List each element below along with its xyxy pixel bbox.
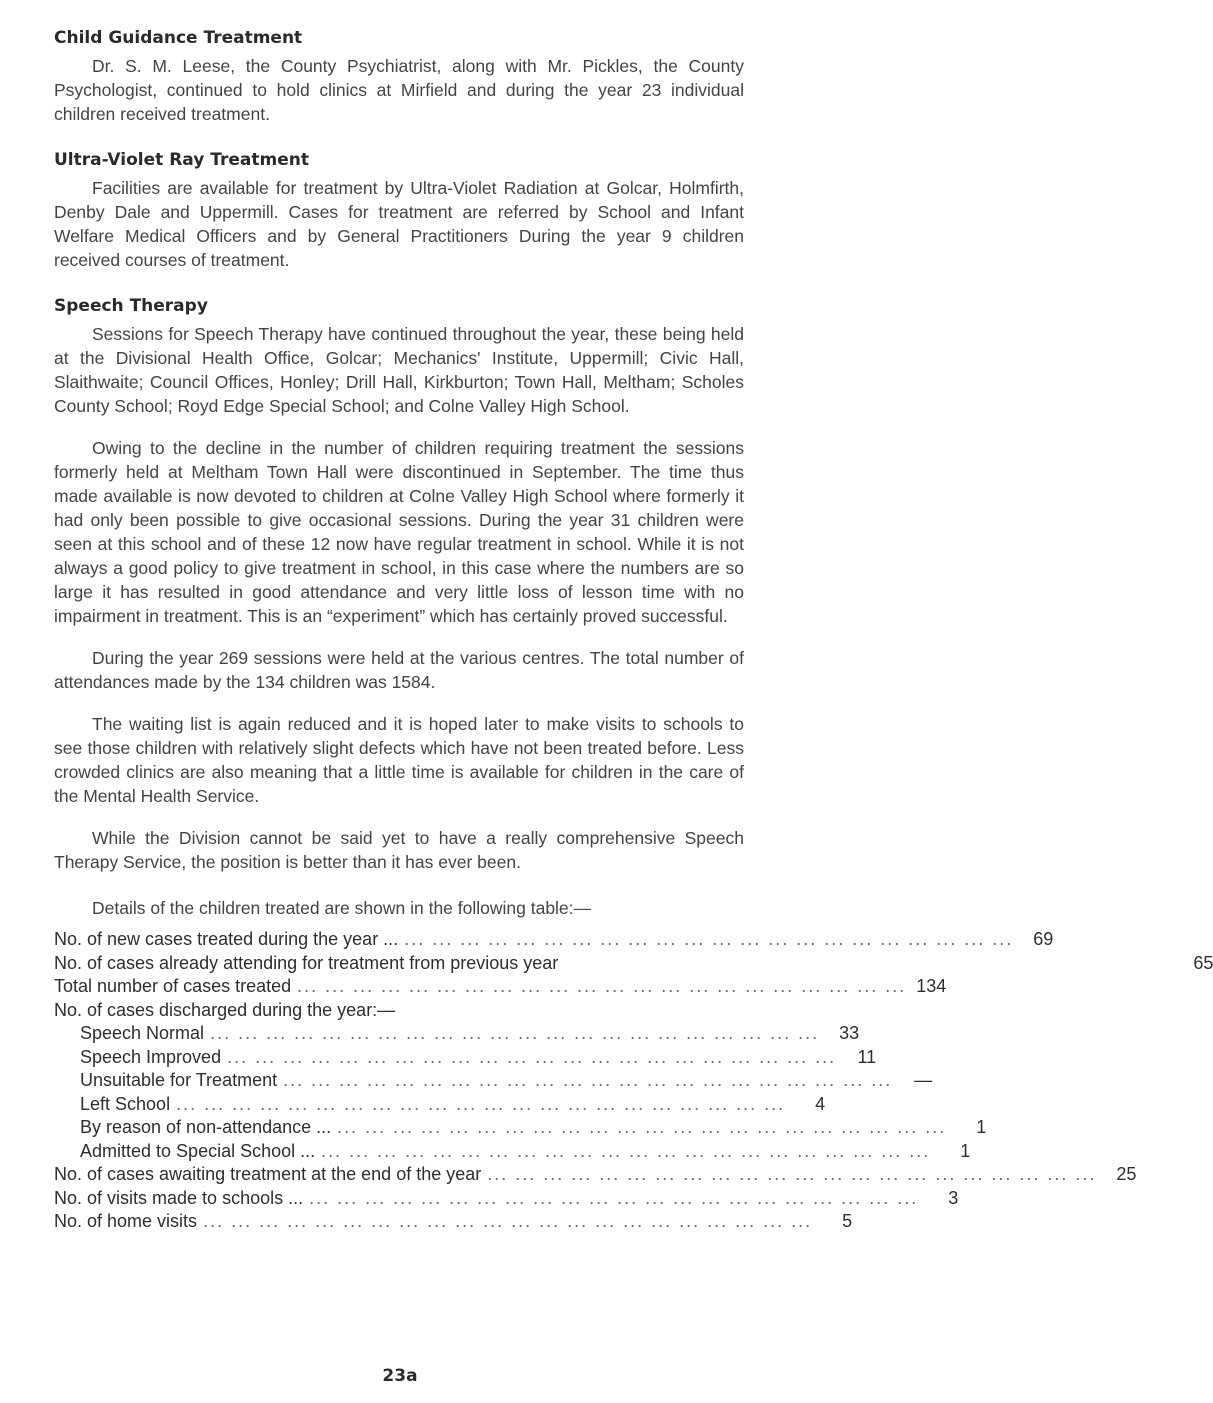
table-row bbox=[54, 928, 1054, 952]
table-row bbox=[54, 952, 1213, 976]
dot-leader: ... ... ... ... ... ... ... ... ... ... ... ... ... ... ... ... ... ... ... ... ... ... bbox=[309, 1187, 919, 1208]
row-value: 25 bbox=[1116, 1164, 1137, 1184]
row-label: Speech Improved bbox=[80, 1046, 222, 1067]
row-label: Left School bbox=[80, 1093, 171, 1114]
details-table bbox=[54, 928, 1213, 1234]
row-label: No. of home visits bbox=[54, 1211, 198, 1231]
row-value: 4 bbox=[815, 1093, 826, 1114]
table-row bbox=[54, 999, 744, 1023]
row-value: 69 bbox=[1033, 929, 1054, 949]
table-row bbox=[54, 1116, 987, 1140]
dot-leader: ... ... ... ... ... ... ... ... ... ... ... ... ... ... ... ... ... ... ... ... ... ... bbox=[203, 1211, 813, 1231]
dot-leader: ... ... ... ... ... ... ... ... ... ... ... ... ... ... ... ... ... ... ... ... ... ... bbox=[297, 976, 907, 996]
dot-leader: ... ... ... ... ... ... ... ... ... ... ... ... ... ... ... ... ... ... ... ... ... ... bbox=[227, 1046, 837, 1067]
page-number: 23a bbox=[382, 1366, 418, 1386]
row-value: 3 bbox=[948, 1187, 959, 1208]
dot-leader: ... ... ... ... ... ... ... ... ... ... ... ... ... ... ... ... ... ... ... ... ... ... bbox=[321, 1140, 931, 1161]
dot-leader: ... ... ... ... ... ... ... ... ... ... ... ... ... ... ... ... ... ... ... ... ... ... bbox=[404, 929, 1014, 949]
row-label: No. of cases awaiting treatment at the end of the year bbox=[54, 1164, 482, 1184]
row-label: Speech Normal bbox=[80, 1023, 205, 1043]
paragraph: Sessions for Speech Therapy have continued throughout the year, these being held at the Divisional Health Office, Golcar; Mechanics' Institute, Uppermill; Civic Hall, Slaithwaite; Council Offices, Honley; Drill Hall, Kirkburton; Town Hall, Meltham; Scholes County School; Royd Edge Special School; and Colne Valley High School. bbox=[54, 324, 744, 416]
row-value: — bbox=[914, 1070, 933, 1090]
table-row bbox=[54, 1046, 877, 1070]
row-label: By reason of non-attendance ... bbox=[80, 1117, 332, 1137]
row-label: No. of visits made to schools ... bbox=[54, 1187, 304, 1208]
dot-leader: ... ... ... ... ... ... ... ... ... ... ... ... ... ... ... ... ... ... ... ... ... ... bbox=[176, 1093, 786, 1114]
section-heading: Speech Therapy bbox=[54, 296, 208, 316]
paragraph: Dr. S. M. Leese, the County Psychiatrist, along with Mr. Pickles, the County Psychologist, continued to hold clinics at Mirfield and during the year 23 individual children received treatment. bbox=[54, 56, 744, 124]
row-label: Total number of cases treated bbox=[54, 976, 292, 996]
paragraph: During the year 269 sessions were held at the various centres. The total number of attendances made by the 134 children was 1584. bbox=[54, 648, 744, 692]
dot-leader: ... ... ... ... ... ... ... ... ... ... ... ... ... ... ... ... ... ... ... ... ... ... bbox=[487, 1164, 1097, 1184]
dot-leader: ... ... ... ... ... ... ... ... ... ... ... ... ... ... ... ... ... ... ... ... ... ... bbox=[210, 1023, 820, 1043]
table-row bbox=[54, 1140, 971, 1164]
section-heading: Ultra-Violet Ray Treatment bbox=[54, 150, 309, 170]
row-value: 11 bbox=[857, 1046, 877, 1067]
table-row bbox=[54, 1093, 826, 1117]
table-row bbox=[54, 1187, 959, 1211]
row-value: 134 bbox=[916, 976, 947, 996]
paragraph: The waiting list is again reduced and it is hoped later to make visits to schools to see those children with relatively slight defects which have not been treated before. Less crowded clinics are also meaning that a little time is available for children in the care of the Mental Health Service. bbox=[54, 714, 744, 806]
section-heading: Child Guidance Treatment bbox=[54, 28, 303, 48]
row-value: 5 bbox=[842, 1211, 853, 1231]
dot-leader: ... ... ... ... ... ... ... ... ... ... ... ... ... ... ... ... ... ... ... ... ... ... bbox=[283, 1070, 893, 1090]
table-row bbox=[54, 1210, 853, 1234]
row-label: Admitted to Special School ... bbox=[80, 1140, 316, 1161]
row-value: 1 bbox=[960, 1140, 971, 1161]
row-value: 65 bbox=[1193, 952, 1213, 973]
ultra-violet-section bbox=[54, 148, 744, 272]
row-label: Unsuitable for Treatment bbox=[80, 1070, 278, 1090]
table-row bbox=[54, 1022, 860, 1046]
table-row bbox=[54, 1163, 1137, 1187]
dot-leader bbox=[558, 952, 1173, 976]
row-label: No. of cases discharged during the year:— bbox=[54, 999, 396, 1020]
speech-therapy-section bbox=[54, 294, 744, 874]
paragraph: While the Division cannot be said yet to have a really comprehensive Speech Therapy Service, the position is better than it has ever been. bbox=[54, 828, 744, 872]
row-label: No. of new cases treated during the year ... bbox=[54, 929, 399, 949]
table-row bbox=[54, 975, 947, 999]
row-label: No. of cases already attending for treatment from previous year bbox=[54, 952, 559, 973]
document-page bbox=[54, 26, 1213, 1234]
table-intro: Details of the children treated are shown in the following table:— bbox=[92, 898, 592, 918]
details-table-section bbox=[54, 896, 1213, 1234]
dot-leader: ... ... ... ... ... ... ... ... ... ... ... ... ... ... ... ... ... ... ... ... ... ... bbox=[337, 1117, 947, 1137]
table-row bbox=[54, 1069, 933, 1093]
paragraph: Facilities are available for treatment by Ultra-Violet Radiation at Golcar, Holmfirth, Denby Dale and Uppermill. Cases for treatment are referred by School and Infant Welfare Medical Officers and by General Practitioners During the year 9 children received courses of treatment. bbox=[54, 178, 744, 270]
row-value: 33 bbox=[839, 1023, 860, 1043]
dot-leader bbox=[395, 999, 1010, 1023]
paragraph: Owing to the decline in the number of children requiring treatment the sessions formerly held at Meltham Town Hall were discontinued in September. The time thus made available is now devoted to children at Colne Valley High School where formerly it had only been possible to give occasional sessions. During the year 31 children were seen at this school and of these 12 now have regular treatment in school. While it is not always a good policy to give treatment in school, in this case where the numbers are so large it has resulted in good attendance and very little loss of lesson time with no impairment in treatment. This is an “experiment” which has certainly proved successful. bbox=[54, 438, 744, 626]
child-guidance-section bbox=[54, 26, 744, 126]
row-value: 1 bbox=[976, 1117, 987, 1137]
